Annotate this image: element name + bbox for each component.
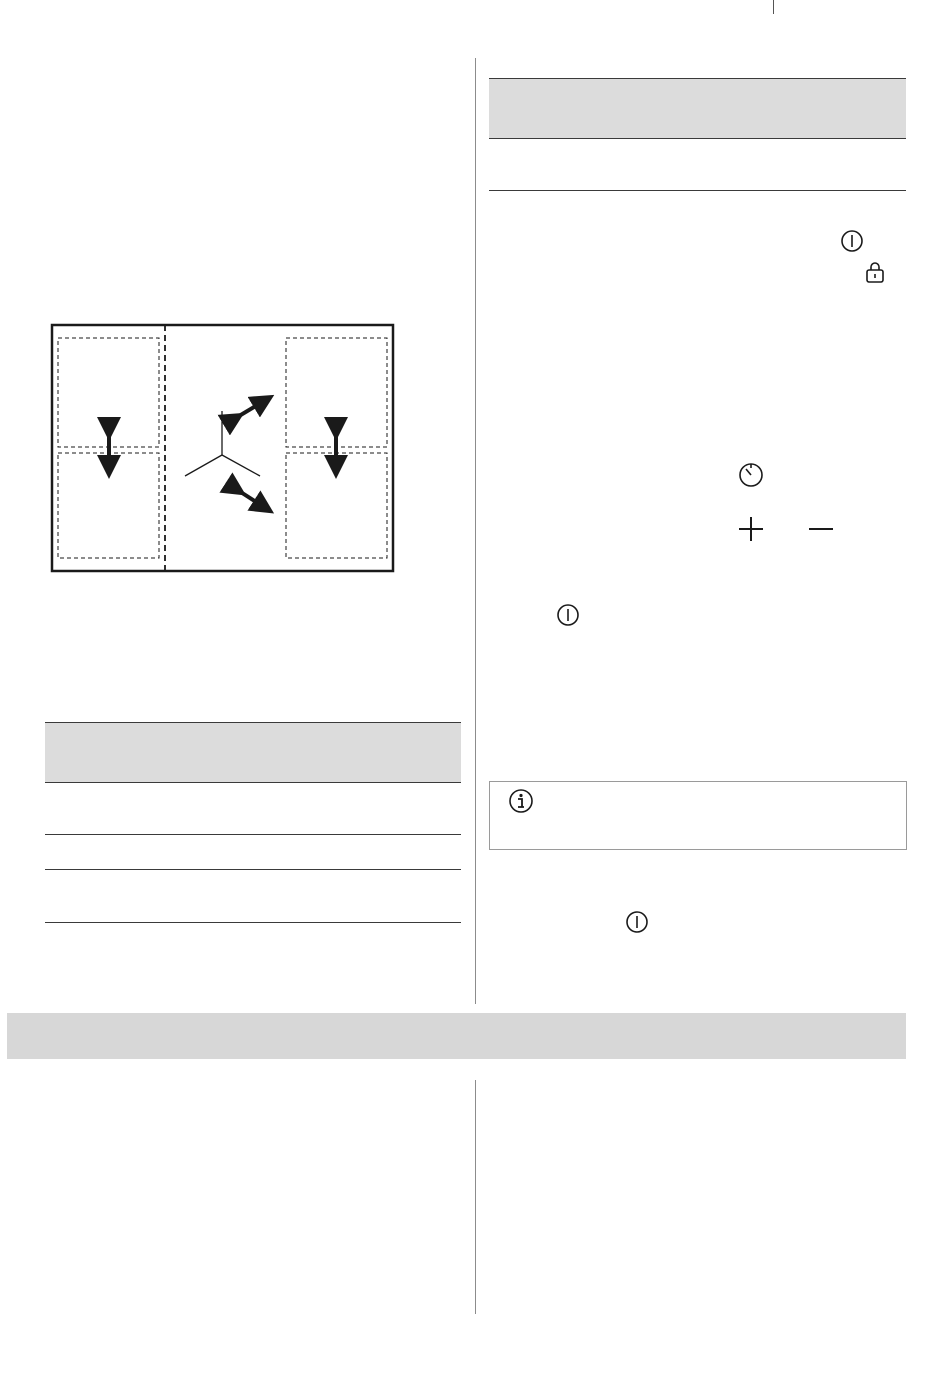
section-heading-band — [7, 1013, 906, 1059]
left-table-header — [45, 722, 461, 783]
timer-icon — [738, 462, 764, 488]
info-note-box — [489, 781, 907, 850]
plus-icon — [738, 516, 764, 542]
info-icon — [508, 788, 534, 814]
column-divider-bottom — [475, 1080, 476, 1314]
left-table-rule-1 — [45, 834, 461, 835]
on-off-icon — [625, 910, 649, 934]
left-table-rule-2 — [45, 869, 461, 870]
minus-icon — [808, 516, 834, 542]
cooking-zones-svg — [50, 323, 396, 573]
on-off-icon — [556, 603, 580, 627]
column-divider-top — [475, 58, 476, 1004]
right-table-header — [489, 78, 906, 139]
page-corner-mark — [773, 0, 774, 14]
left-table-rule-3 — [45, 922, 461, 923]
lock-icon — [865, 261, 885, 283]
on-off-icon — [840, 229, 864, 253]
cooking-zones-diagram — [50, 323, 396, 573]
right-table-rule-1 — [489, 190, 906, 191]
